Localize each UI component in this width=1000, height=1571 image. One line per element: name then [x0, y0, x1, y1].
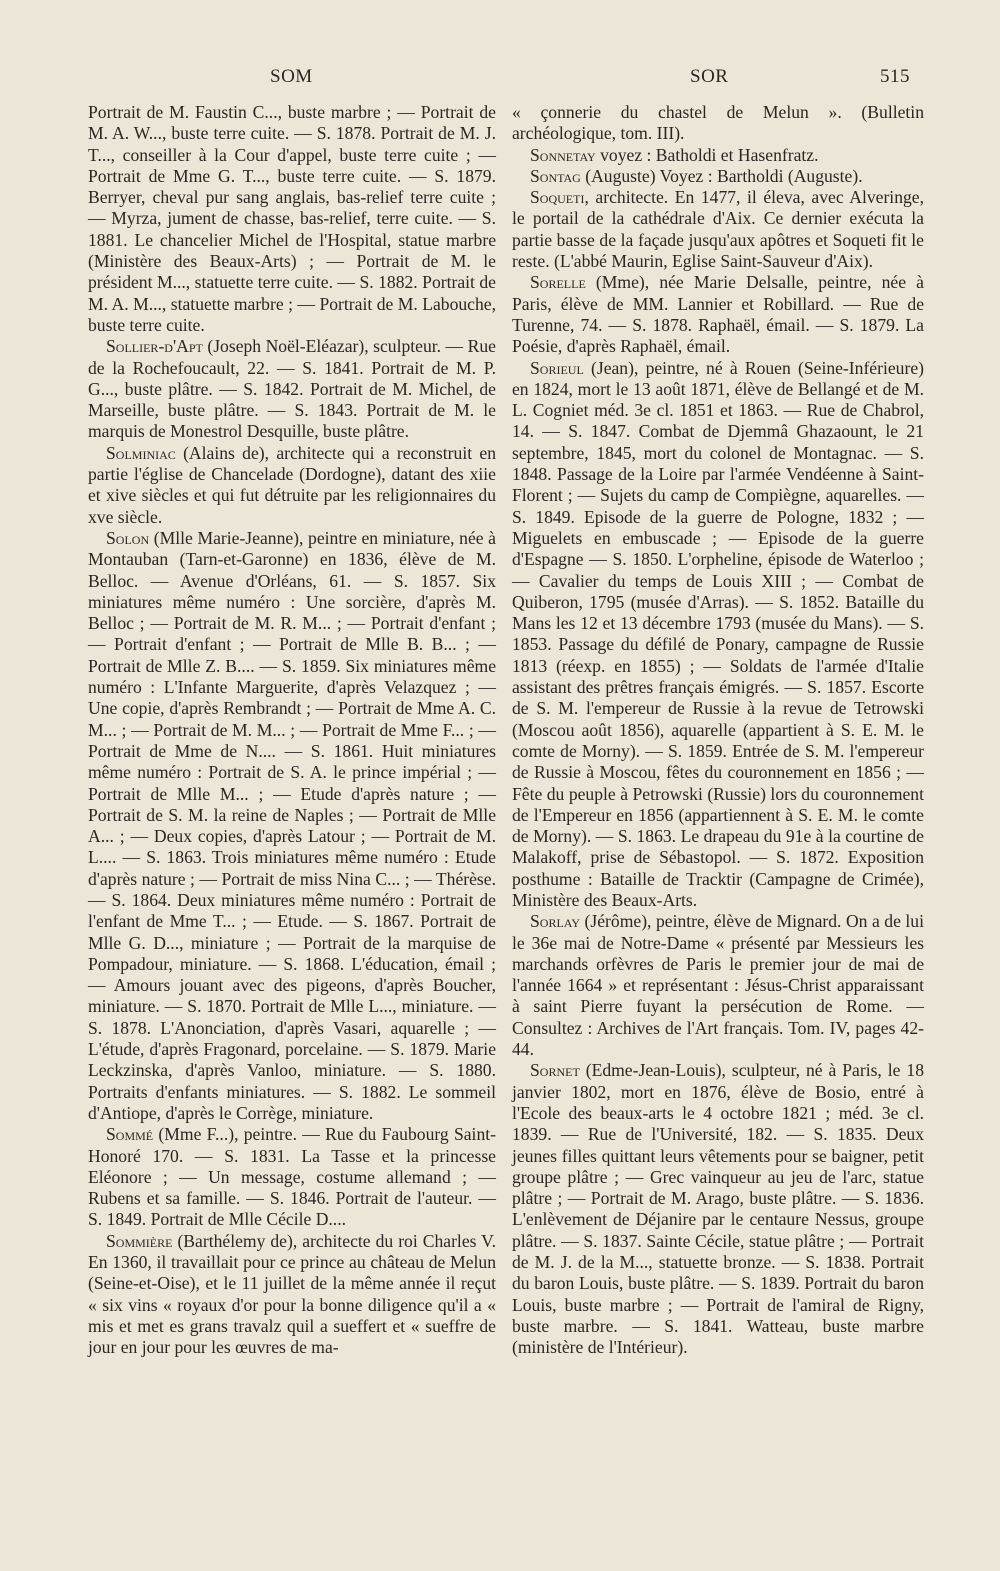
entry-text: « çonnerie du chastel de Melun ». (Bulletin archéologique, tom. III).: [512, 102, 924, 144]
entry-headword: Sollier-d'Apt: [106, 336, 203, 357]
entry-sommiere: [88, 1231, 496, 1359]
entry-headword: Sorelle: [530, 272, 586, 293]
entry-headword: Sornet: [530, 1060, 580, 1081]
entry-text: voyez : Batholdi et Hasenfratz.: [595, 144, 819, 165]
entry-sollier-dapt: [88, 336, 496, 442]
entry-text: (Jérôme), peintre, élève de Mignard. On a de lui le 36e mai de Notre-Dame « présenté par Messieurs les marchands orfèvres de Paris le premier jour de mai de l'année 1664 » et représentant : Jésus-Christ apparaissant à saint Pierre fuyant la persécution de Rome. — Consultez : Archives de l'Art français. Tom. IV, pages 42-44.: [512, 911, 924, 1060]
running-head-left: SOM: [270, 66, 313, 87]
entry-headword: Sommé: [106, 1124, 154, 1145]
entry-text: (Edme-Jean-Louis), sculpteur, né à Paris, le 18 janvier 1802, mort en 1876, élève de Bosio, entré à l'Ecole des beaux-arts le 4 octobre 1821 ; méd. 3e cl. 1839. — Rue de l'Université, 182. — S. 1835. Deux jeunes filles quittant leurs vêtements pour se baigner, petit groupe plâtre ; — Grec vainqueur au jeu de l'arc, statue plâtre ; — Portrait de M. Arago, buste plâtre. — S. 1836. L'enlèvement de Déjanire par le centaure Nessus, groupe plâtre. — S. 1837. Sainte Cécile, statue plâtre ; — Portrait de M. J. de la M..., statuette bronze. — S. 1838. Portrait du baron Louis, buste plâtre. — S. 1839. Portrait du baron Louis, buste marbre ; — Portrait de l'amiral de Rigny, buste marbre. — S. 1841. Watteau, buste marbre (ministère de l'Intérieur).: [512, 1060, 924, 1358]
entry-text: (Auguste) Voyez : Bartholdi (Auguste).: [580, 165, 863, 186]
entry-solminiac: [88, 443, 496, 528]
entry-headword: Sorlay: [530, 911, 581, 932]
entry-headword: Sontag: [530, 165, 581, 186]
entry-soqueti: [512, 187, 924, 272]
entry-text: , architecte. En 1477, il éleva, avec Alveringe, le portail de la cathédrale d'Aix. Ce dernier exécuta la partie basse de la façade jusqu'aux apôtres et Soqueti fit le reste. (L'abbé Maurin, Eglise Saint-Sauveur d'Aix).: [512, 187, 924, 272]
entry-text: (Mme), née Marie Delsalle, peintre, née à Paris, élève de MM. Lannier et Robillard. — Rue de Turenne, 74. — S. 1878. Raphaël, émail. — S. 1879. La Poésie, d'après Raphaël, émail.: [512, 272, 924, 357]
entry-text: Portrait de M. Faustin C..., buste marbre ; — Portrait de M. A. W..., buste terre cuite. — S. 1878. Portrait de M. J. T..., conseiller à la Cour d'appel, buste terre cuite ; — Portrait de Mme G. T..., buste terre cuite. — S. 1879. Berryer, cheval pur sang anglais, bas-relief terre cuite ; — Myrza, jument de chasse, bas-relief, terre cuite. — S. 1881. Le chancelier Michel de l'Hospital, statue marbre (Ministère des Beaux-Arts) ; — Portrait de M. le président M..., statuette terre cuite. — S. 1882. Portrait de M. A. M..., statuette marbre ; — Portrait de M. Labouche, buste terre cuite.: [88, 102, 496, 335]
entry-text: (Alains de), architecte qui a reconstruit en partie l'église de Chancelade (Dordogne), datant des xiie et xive siècles et qui fut détruite par les religionnaires du xve siècle.: [88, 442, 496, 527]
entry-sorlay: [512, 911, 924, 1060]
entry-text: (Mlle Marie-Jeanne), peintre en miniature, née à Montauban (Tarn-et-Garonne) en 1836, élève de M. Belloc. — Avenue d'Orléans, 61. — S. 1857. Six miniatures même numéro : Une sorcière, d'après M. Belloc ; — Portrait de M. R. M... ; — Portrait d'enfant ; — Portrait d'enfant ; — Portrait de Mlle B. B... ; — Portrait de Mlle Z. B.... — S. 1859. Six miniatures même numéro : L'Infante Marguerite, d'après Velazquez ; — Une copie, d'après Rembrandt ; — Portrait de Mme A. C. M... ; — Portrait de M. M... ; — Portrait de Mme F... ; — Portrait de Mme de N.... — S. 1861. Huit miniatures même numéro : Portrait de S. A. le prince impérial ; — Portrait de Mlle M... ; — Etude d'après nature ; — Portrait de S. M. la reine de Naples ; — Portrait de Mlle A... ; — Deux copies, d'après Latour ; — Portrait de M. L.... — S. 1863. Trois miniatures même numéro : Etude d'après nature ; — Portrait de miss Nina C... ; — Thérèse. — S. 1864. Deux miniatures même numéro : Portrait de l'enfant de Mme T... ; — Etude. — S. 1867. Portrait de Mlle G. D..., miniature ; — Portrait de la marquise de Pompadour, miniature. — S. 1868. L'éducation, émail ; — Amours jouant avec des pigeons, d'après Boucher, miniature. — S. 1870. Portrait de Mlle L..., miniature. — S. 1878. L'Anonciation, d'après Vasari, aquarelle ; — L'étude, d'après Fragonard, porcelaine. — S. 1879. Marie Leckzinska, d'après Vanloo, miniature. — S. 1880. Portraits d'enfants miniatures. — S. 1882. Le sommeil d'Antiope, d'après le Corrège, miniature.: [88, 527, 496, 1123]
entry-continuation: [88, 102, 496, 336]
entry-text: (Barthélemy de), architecte du roi Charles V. En 1360, il travaillait pour ce prince au château de Melun (Seine-et-Oise), et le 11 juillet de la même année il reçut « six vins « royaux d'or pour la bonne diligence qu'il a « mis et met es grans travalz quil a sueffert et « sueffre de jour en jour pour les œuvres de ma-: [88, 1230, 496, 1358]
entry-sontag: [512, 166, 924, 187]
entry-sornet: [512, 1060, 924, 1358]
entry-headword: Soqueti: [530, 187, 585, 208]
entry-sorelle: [512, 272, 924, 357]
entry-text: (Joseph Noël-Eléazar), sculpteur. — Rue de la Rochefoucault, 22. — S. 1841. Portrait de M. P. G..., buste plâtre. — S. 1842. Portrait de M. Michel, de Marseille, buste plâtre. — S. 1843. Portrait de M. le marquis de Monestrol Desquille, buste plâtre.: [88, 336, 496, 442]
entry-headword: Sorieul: [530, 357, 584, 378]
entry-text: (Mme F...), peintre. — Rue du Faubourg Saint-Honoré 170. — S. 1831. La Tasse et la princesse Eléonore ; — Un message, costume allemand ; — Rubens et sa famille. — S. 1846. Portrait de l'auteur. — S. 1849. Portrait de Mlle Cécile D....: [88, 1124, 496, 1230]
entry-headword: Sommière: [106, 1230, 173, 1251]
entry-sorieul: [512, 358, 924, 912]
entry-sonnetay: [512, 145, 924, 166]
left-column: [88, 102, 496, 1359]
right-column: [512, 102, 924, 1359]
entry-headword: Sonnetay: [530, 144, 596, 165]
entry-text: (Jean), peintre, né à Rouen (Seine-Inférieure) en 1824, mort le 13 août 1871, élève de Bellangé et de M. L. Cogniet méd. 3e cl. 1851 et 1863. — Rue de Chabrol, 14. — S. 1847. Combat de Djemmâ Ghazaount, le 21 septembre, 1845, mort du colonel de Montagnac. — S. 1848. Passage de la Loire par l'armée Vendéenne à Saint-Florent ; — Sujets du camp de Compiègne, aquarelles. — S. 1849. Episode de la guerre de Pologne, 1832 ; — Miguelets en embuscade ; — Episode de la guerre d'Espagne — S. 1850. L'orpheline, épisode de Waterloo ; — Cavalier du temps de Louis XIII ; — Combat de Quiberon, 1795 (musée d'Arras). — S. 1852. Bataille du Mans les 12 et 13 décembre 1793 (musée du Mans). — S. 1853. Passage du défilé de Ponary, campagne de Russie 1813 (réexp. en 1855) ; — Soldats de l'armée d'Italie assistant des prêtres français émigrés. — S. 1857. Escorte de S. M. l'empereur de Russie à la revue de Tetrowski (Moscou août 1856), aquarelle (appartient à S. E. M. le comte de Morny). — S. 1859. Entrée de S. M. l'empereur de Russie à Moscou, fêtes du couronnement en 1856 ; — Fête du peuple à Petrowski (Russie) lors du couronnement de l'Empereur en 1856 (appartiennent à S. E. M. le comte de Morny). — S. 1863. Le drapeau du 91e à la courtine de Malakoff, prise de Sébastopol. — S. 1872. Exposition posthume : Bataille de Tracktir (Campagne de Crimée), Ministère des Beaux-Arts.: [512, 357, 924, 910]
entry-headword: Solon: [106, 527, 150, 548]
page-number: 515: [880, 66, 910, 87]
running-head-center: SOR: [690, 66, 729, 87]
entry-headword: Solminiac: [106, 442, 176, 463]
entry-solon: [88, 528, 496, 1124]
entry-continuation: [512, 102, 924, 145]
entry-somme: [88, 1124, 496, 1230]
